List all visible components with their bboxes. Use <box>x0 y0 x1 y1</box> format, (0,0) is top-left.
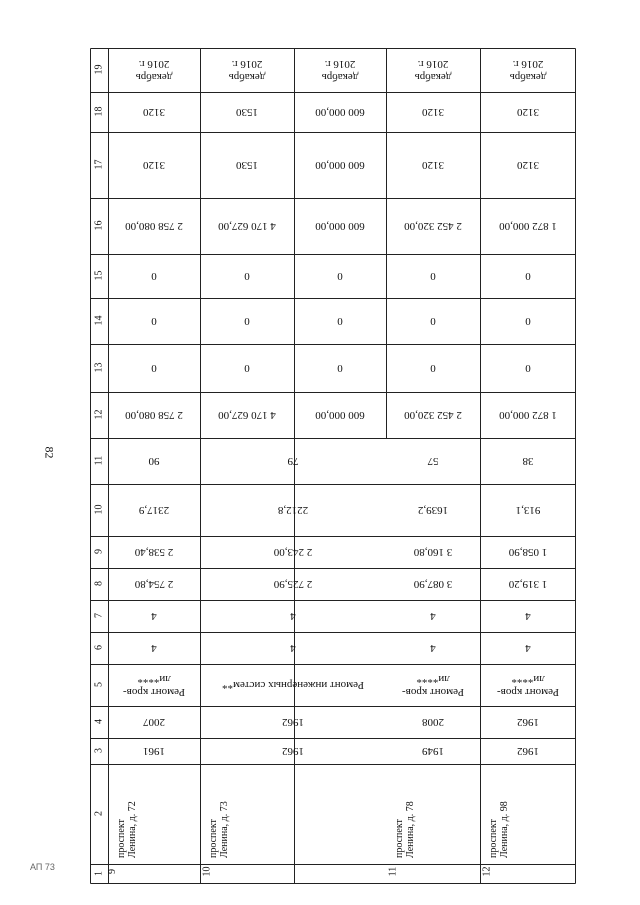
column-number: 13 <box>93 362 105 373</box>
cell-col-13: 0 <box>151 362 157 375</box>
column-number: 17 <box>93 159 105 170</box>
cell-col-18: 600 000,00 <box>315 106 365 119</box>
row-number: 12 <box>481 866 493 877</box>
cell-col-12: 2 758 080,00 <box>125 409 183 422</box>
cell-col-6: 4 <box>290 642 296 655</box>
column-number: 2 <box>93 811 105 816</box>
cell-col-17: 600 000,00 <box>315 159 365 172</box>
cell-col-19: декабрь 2016 г. <box>228 58 266 83</box>
cell-col-10: 1639,2 <box>417 504 449 517</box>
cell-col-9: 2 243,00 <box>273 546 313 559</box>
cell-col-13: 0 <box>525 362 531 375</box>
cell-col-19: декабрь 2016 г. <box>135 58 173 83</box>
cell-col-5: Ремонт инженерных систем** <box>222 679 364 692</box>
cell-col-3: 1949 <box>422 745 444 758</box>
cell-col-17: 3120 <box>143 159 165 172</box>
cell-col-14: 0 <box>244 315 250 328</box>
cell-col-8: 2 754,80 <box>134 578 174 591</box>
cell-col-18: 3120 <box>517 106 539 119</box>
cell-col-14: 0 <box>151 315 157 328</box>
column-number: 15 <box>93 270 105 281</box>
rotated-table <box>90 48 576 884</box>
cell-col-13: 0 <box>244 362 250 375</box>
cell-col-7: 4 <box>525 610 531 623</box>
cell-col-11: 57 <box>427 455 439 468</box>
cell-col-13: 0 <box>430 362 436 375</box>
cell-col-16: 600 000,00 <box>315 220 365 233</box>
column-number: 9 <box>93 549 105 554</box>
cell-col-6: 4 <box>525 642 531 655</box>
cell-col-5: Ремонт кров- ли**** <box>402 673 464 698</box>
cell-col-7: 4 <box>290 610 296 623</box>
address: проспект Ленина, д. 98 <box>488 801 510 858</box>
cell-col-15: 0 <box>525 270 531 283</box>
cell-col-9: 1 058,90 <box>508 546 548 559</box>
cell-col-3: 1961 <box>143 745 165 758</box>
cell-col-13: 0 <box>337 362 343 375</box>
cell-col-17: 1530 <box>236 159 258 172</box>
cell-col-12: 2 452 320,00 <box>404 409 462 422</box>
cell-col-16: 2 758 080,00 <box>125 220 183 233</box>
cell-col-4: 1962 <box>517 716 539 729</box>
cell-col-17: 3120 <box>422 159 444 172</box>
cell-col-16: 4 170 627,00 <box>218 220 276 233</box>
cell-col-10: 2317,9 <box>138 504 170 517</box>
cell-col-19: декабрь 2016 г. <box>321 58 359 83</box>
cell-col-15: 0 <box>244 270 250 283</box>
cell-col-4: 2008 <box>422 716 444 729</box>
row-number: 11 <box>387 866 399 877</box>
cell-col-19: декабрь 2016 г. <box>509 58 547 83</box>
cell-col-3: 1962 <box>282 745 304 758</box>
cell-col-14: 0 <box>337 315 343 328</box>
column-number: 8 <box>93 581 105 586</box>
column-number: 7 <box>93 613 105 618</box>
column-number: 3 <box>93 748 105 753</box>
cell-col-15: 0 <box>151 270 157 283</box>
cell-col-12: 4 170 627,00 <box>218 409 276 422</box>
cell-col-18: 3120 <box>143 106 165 119</box>
cell-col-11: 79 <box>287 455 299 468</box>
cell-col-5: Ремонт кров- ли**** <box>497 673 559 698</box>
cell-col-16: 1 872 000,00 <box>499 220 557 233</box>
cell-col-12: 1 872 000,00 <box>499 409 557 422</box>
cell-col-11: 90 <box>148 455 160 468</box>
cell-col-15: 0 <box>337 270 343 283</box>
cell-col-8: 3 087,90 <box>413 578 453 591</box>
cell-col-18: 1530 <box>236 106 258 119</box>
address: проспект Ленина, д. 72 <box>116 801 138 858</box>
column-number: 18 <box>93 106 105 117</box>
corner-mark: АП 73 <box>30 862 55 872</box>
column-number: 11 <box>93 455 105 466</box>
cell-col-4: 2007 <box>143 716 165 729</box>
cell-col-19: декабрь 2016 г. <box>414 58 452 83</box>
page-number: 82 <box>42 446 57 459</box>
cell-col-11: 38 <box>522 455 534 468</box>
column-number: 6 <box>93 645 105 650</box>
column-number: 19 <box>93 64 105 75</box>
cell-col-7: 4 <box>151 610 157 623</box>
cell-col-9: 2 538,40 <box>134 546 174 559</box>
row-number: 10 <box>201 866 213 877</box>
cell-col-3: 1962 <box>517 745 539 758</box>
column-number: 4 <box>93 719 105 724</box>
cell-col-10: 913,1 <box>515 504 541 517</box>
cell-col-10: 2212,8 <box>277 504 309 517</box>
column-number: 1 <box>93 871 105 876</box>
cell-col-17: 3120 <box>517 159 539 172</box>
column-number: 12 <box>93 409 105 420</box>
cell-col-16: 2 452 320,00 <box>404 220 462 233</box>
column-number: 14 <box>93 315 105 326</box>
cell-col-9: 3 160,80 <box>413 546 453 559</box>
address: проспект Ленина, д. 78 <box>394 801 416 858</box>
cell-col-6: 4 <box>430 642 436 655</box>
column-number: 16 <box>93 220 105 231</box>
cell-col-15: 0 <box>430 270 436 283</box>
cell-col-6: 4 <box>151 642 157 655</box>
address: проспект Ленина, д. 73 <box>208 801 230 858</box>
cell-col-8: 1 319,20 <box>508 578 548 591</box>
cell-col-18: 3120 <box>422 106 444 119</box>
cell-col-8: 2 725,90 <box>273 578 313 591</box>
column-number: 5 <box>93 682 105 687</box>
cell-col-5: Ремонт кров- ли**** <box>123 673 185 698</box>
cell-col-7: 4 <box>430 610 436 623</box>
cell-col-12: 600 000,00 <box>315 409 365 422</box>
cell-col-14: 0 <box>525 315 531 328</box>
cell-col-4: 1962 <box>282 716 304 729</box>
column-number: 10 <box>93 504 105 515</box>
row-number: 9 <box>107 869 118 874</box>
cell-col-14: 0 <box>430 315 436 328</box>
